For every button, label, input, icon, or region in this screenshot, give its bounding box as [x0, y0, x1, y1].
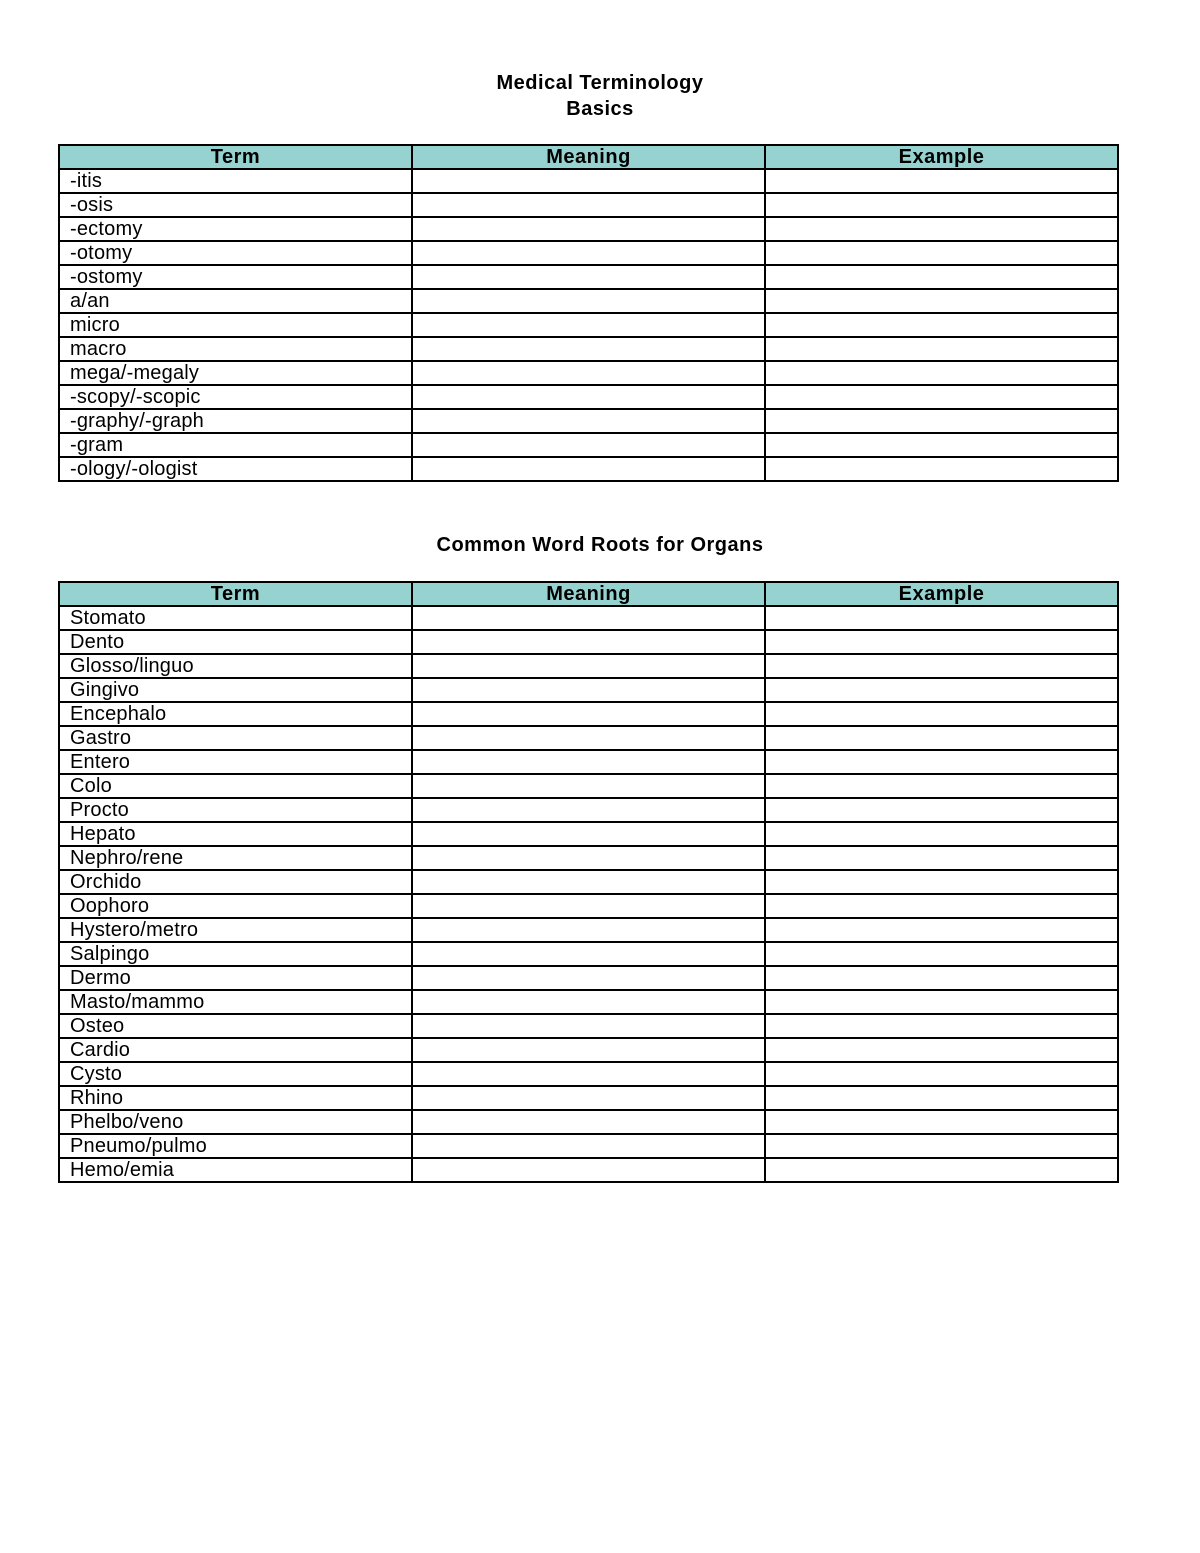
term-cell: Dermo — [59, 966, 412, 990]
example-cell — [765, 774, 1118, 798]
term-cell: Oophoro — [59, 894, 412, 918]
term-cell: Colo — [59, 774, 412, 798]
meaning-cell — [412, 385, 765, 409]
term-cell: macro — [59, 337, 412, 361]
example-cell — [765, 169, 1118, 193]
example-cell — [765, 678, 1118, 702]
term-cell: Pneumo/pulmo — [59, 1134, 412, 1158]
table-row — [59, 702, 1118, 726]
table-row — [59, 241, 1118, 265]
title-line-2: Basics — [566, 98, 634, 120]
example-cell — [765, 289, 1118, 313]
example-cell — [765, 385, 1118, 409]
term-cell: Cysto — [59, 1062, 412, 1086]
table-row — [59, 1062, 1118, 1086]
section-heading-organs: Common Word Roots for Organs — [436, 534, 764, 556]
example-cell — [765, 1134, 1118, 1158]
table-row — [59, 337, 1118, 361]
meaning-cell — [412, 313, 765, 337]
meaning-cell — [412, 702, 765, 726]
example-cell — [765, 726, 1118, 750]
document-title — [0, 70, 1200, 122]
meaning-cell — [412, 241, 765, 265]
example-cell — [765, 798, 1118, 822]
meaning-cell — [412, 169, 765, 193]
example-cell — [765, 361, 1118, 385]
table-row — [59, 217, 1118, 241]
example-cell — [765, 870, 1118, 894]
term-cell: -otomy — [59, 241, 412, 265]
column-header-meaning: Meaning — [412, 582, 765, 606]
meaning-cell — [412, 630, 765, 654]
meaning-cell — [412, 193, 765, 217]
term-cell: -scopy/-scopic — [59, 385, 412, 409]
meaning-cell — [412, 822, 765, 846]
meaning-cell — [412, 1062, 765, 1086]
example-cell — [765, 433, 1118, 457]
example-cell — [765, 990, 1118, 1014]
meaning-cell — [412, 654, 765, 678]
table-row — [59, 606, 1118, 630]
meaning-cell — [412, 918, 765, 942]
term-cell: Procto — [59, 798, 412, 822]
term-cell: Gastro — [59, 726, 412, 750]
meaning-cell — [412, 289, 765, 313]
term-cell: -osis — [59, 193, 412, 217]
column-header-term: Term — [59, 145, 412, 169]
example-cell — [765, 750, 1118, 774]
term-cell: Hepato — [59, 822, 412, 846]
table-row — [59, 457, 1118, 481]
basics-table — [58, 144, 1119, 482]
meaning-cell — [412, 678, 765, 702]
meaning-cell — [412, 942, 765, 966]
meaning-cell — [412, 265, 765, 289]
example-cell — [765, 918, 1118, 942]
table-row — [59, 942, 1118, 966]
table-row — [59, 361, 1118, 385]
term-cell: -itis — [59, 169, 412, 193]
meaning-cell — [412, 361, 765, 385]
table-row — [59, 870, 1118, 894]
term-cell: Stomato — [59, 606, 412, 630]
meaning-cell — [412, 457, 765, 481]
table-row — [59, 1134, 1118, 1158]
example-cell — [765, 241, 1118, 265]
term-cell: Gingivo — [59, 678, 412, 702]
column-header-meaning: Meaning — [412, 145, 765, 169]
column-header-term: Term — [59, 582, 412, 606]
term-cell: Dento — [59, 630, 412, 654]
example-cell — [765, 654, 1118, 678]
meaning-cell — [412, 990, 765, 1014]
term-cell: Orchido — [59, 870, 412, 894]
term-cell: -ostomy — [59, 265, 412, 289]
table-row — [59, 385, 1118, 409]
table-row — [59, 1086, 1118, 1110]
table-row — [59, 774, 1118, 798]
term-cell: -ology/-ologist — [59, 457, 412, 481]
term-cell: micro — [59, 313, 412, 337]
example-cell — [765, 1086, 1118, 1110]
table-row — [59, 265, 1118, 289]
table-row — [59, 726, 1118, 750]
column-header-example: Example — [765, 582, 1118, 606]
table-row — [59, 433, 1118, 457]
term-cell: -gram — [59, 433, 412, 457]
table-header-row — [59, 145, 1118, 169]
meaning-cell — [412, 1086, 765, 1110]
table-row — [59, 313, 1118, 337]
example-cell — [765, 409, 1118, 433]
table-row — [59, 169, 1118, 193]
example-cell — [765, 1062, 1118, 1086]
meaning-cell — [412, 1014, 765, 1038]
example-cell — [765, 1038, 1118, 1062]
term-cell: Osteo — [59, 1014, 412, 1038]
meaning-cell — [412, 726, 765, 750]
term-cell: a/an — [59, 289, 412, 313]
table-row — [59, 1038, 1118, 1062]
example-cell — [765, 457, 1118, 481]
example-cell — [765, 894, 1118, 918]
example-cell — [765, 313, 1118, 337]
table-row — [59, 678, 1118, 702]
meaning-cell — [412, 1110, 765, 1134]
example-cell — [765, 606, 1118, 630]
column-header-example: Example — [765, 145, 1118, 169]
table-row — [59, 193, 1118, 217]
meaning-cell — [412, 894, 765, 918]
table-row — [59, 750, 1118, 774]
word-roots-table — [58, 581, 1119, 1183]
table-row — [59, 409, 1118, 433]
meaning-cell — [412, 433, 765, 457]
example-cell — [765, 1110, 1118, 1134]
meaning-cell — [412, 1158, 765, 1182]
term-cell: mega/-megaly — [59, 361, 412, 385]
example-cell — [765, 265, 1118, 289]
meaning-cell — [412, 966, 765, 990]
term-cell: -graphy/-graph — [59, 409, 412, 433]
example-cell — [765, 1014, 1118, 1038]
term-cell: Rhino — [59, 1086, 412, 1110]
term-cell: Phelbo/veno — [59, 1110, 412, 1134]
table-row — [59, 894, 1118, 918]
example-cell — [765, 846, 1118, 870]
example-cell — [765, 193, 1118, 217]
table-row — [59, 654, 1118, 678]
term-cell: -ectomy — [59, 217, 412, 241]
example-cell — [765, 217, 1118, 241]
term-cell: Masto/mammo — [59, 990, 412, 1014]
meaning-cell — [412, 1038, 765, 1062]
term-cell: Cardio — [59, 1038, 412, 1062]
term-cell: Glosso/linguo — [59, 654, 412, 678]
meaning-cell — [412, 870, 765, 894]
meaning-cell — [412, 846, 765, 870]
meaning-cell — [412, 409, 765, 433]
example-cell — [765, 702, 1118, 726]
table-row — [59, 1158, 1118, 1182]
term-cell: Hystero/metro — [59, 918, 412, 942]
table-row — [59, 289, 1118, 313]
table-row — [59, 822, 1118, 846]
example-cell — [765, 1158, 1118, 1182]
meaning-cell — [412, 337, 765, 361]
term-cell: Encephalo — [59, 702, 412, 726]
example-cell — [765, 966, 1118, 990]
table-row — [59, 1110, 1118, 1134]
meaning-cell — [412, 750, 765, 774]
meaning-cell — [412, 1134, 765, 1158]
table-header-row — [59, 582, 1118, 606]
term-cell: Entero — [59, 750, 412, 774]
example-cell — [765, 942, 1118, 966]
example-cell — [765, 630, 1118, 654]
table-row — [59, 630, 1118, 654]
title-line-1: Medical Terminology — [496, 72, 704, 94]
example-cell — [765, 822, 1118, 846]
meaning-cell — [412, 606, 765, 630]
table-row — [59, 990, 1118, 1014]
table-row — [59, 846, 1118, 870]
term-cell: Nephro/rene — [59, 846, 412, 870]
table-row — [59, 1014, 1118, 1038]
table-row — [59, 798, 1118, 822]
table-row — [59, 966, 1118, 990]
term-cell: Hemo/emia — [59, 1158, 412, 1182]
meaning-cell — [412, 217, 765, 241]
table-row — [59, 918, 1118, 942]
example-cell — [765, 337, 1118, 361]
term-cell: Salpingo — [59, 942, 412, 966]
meaning-cell — [412, 798, 765, 822]
meaning-cell — [412, 774, 765, 798]
